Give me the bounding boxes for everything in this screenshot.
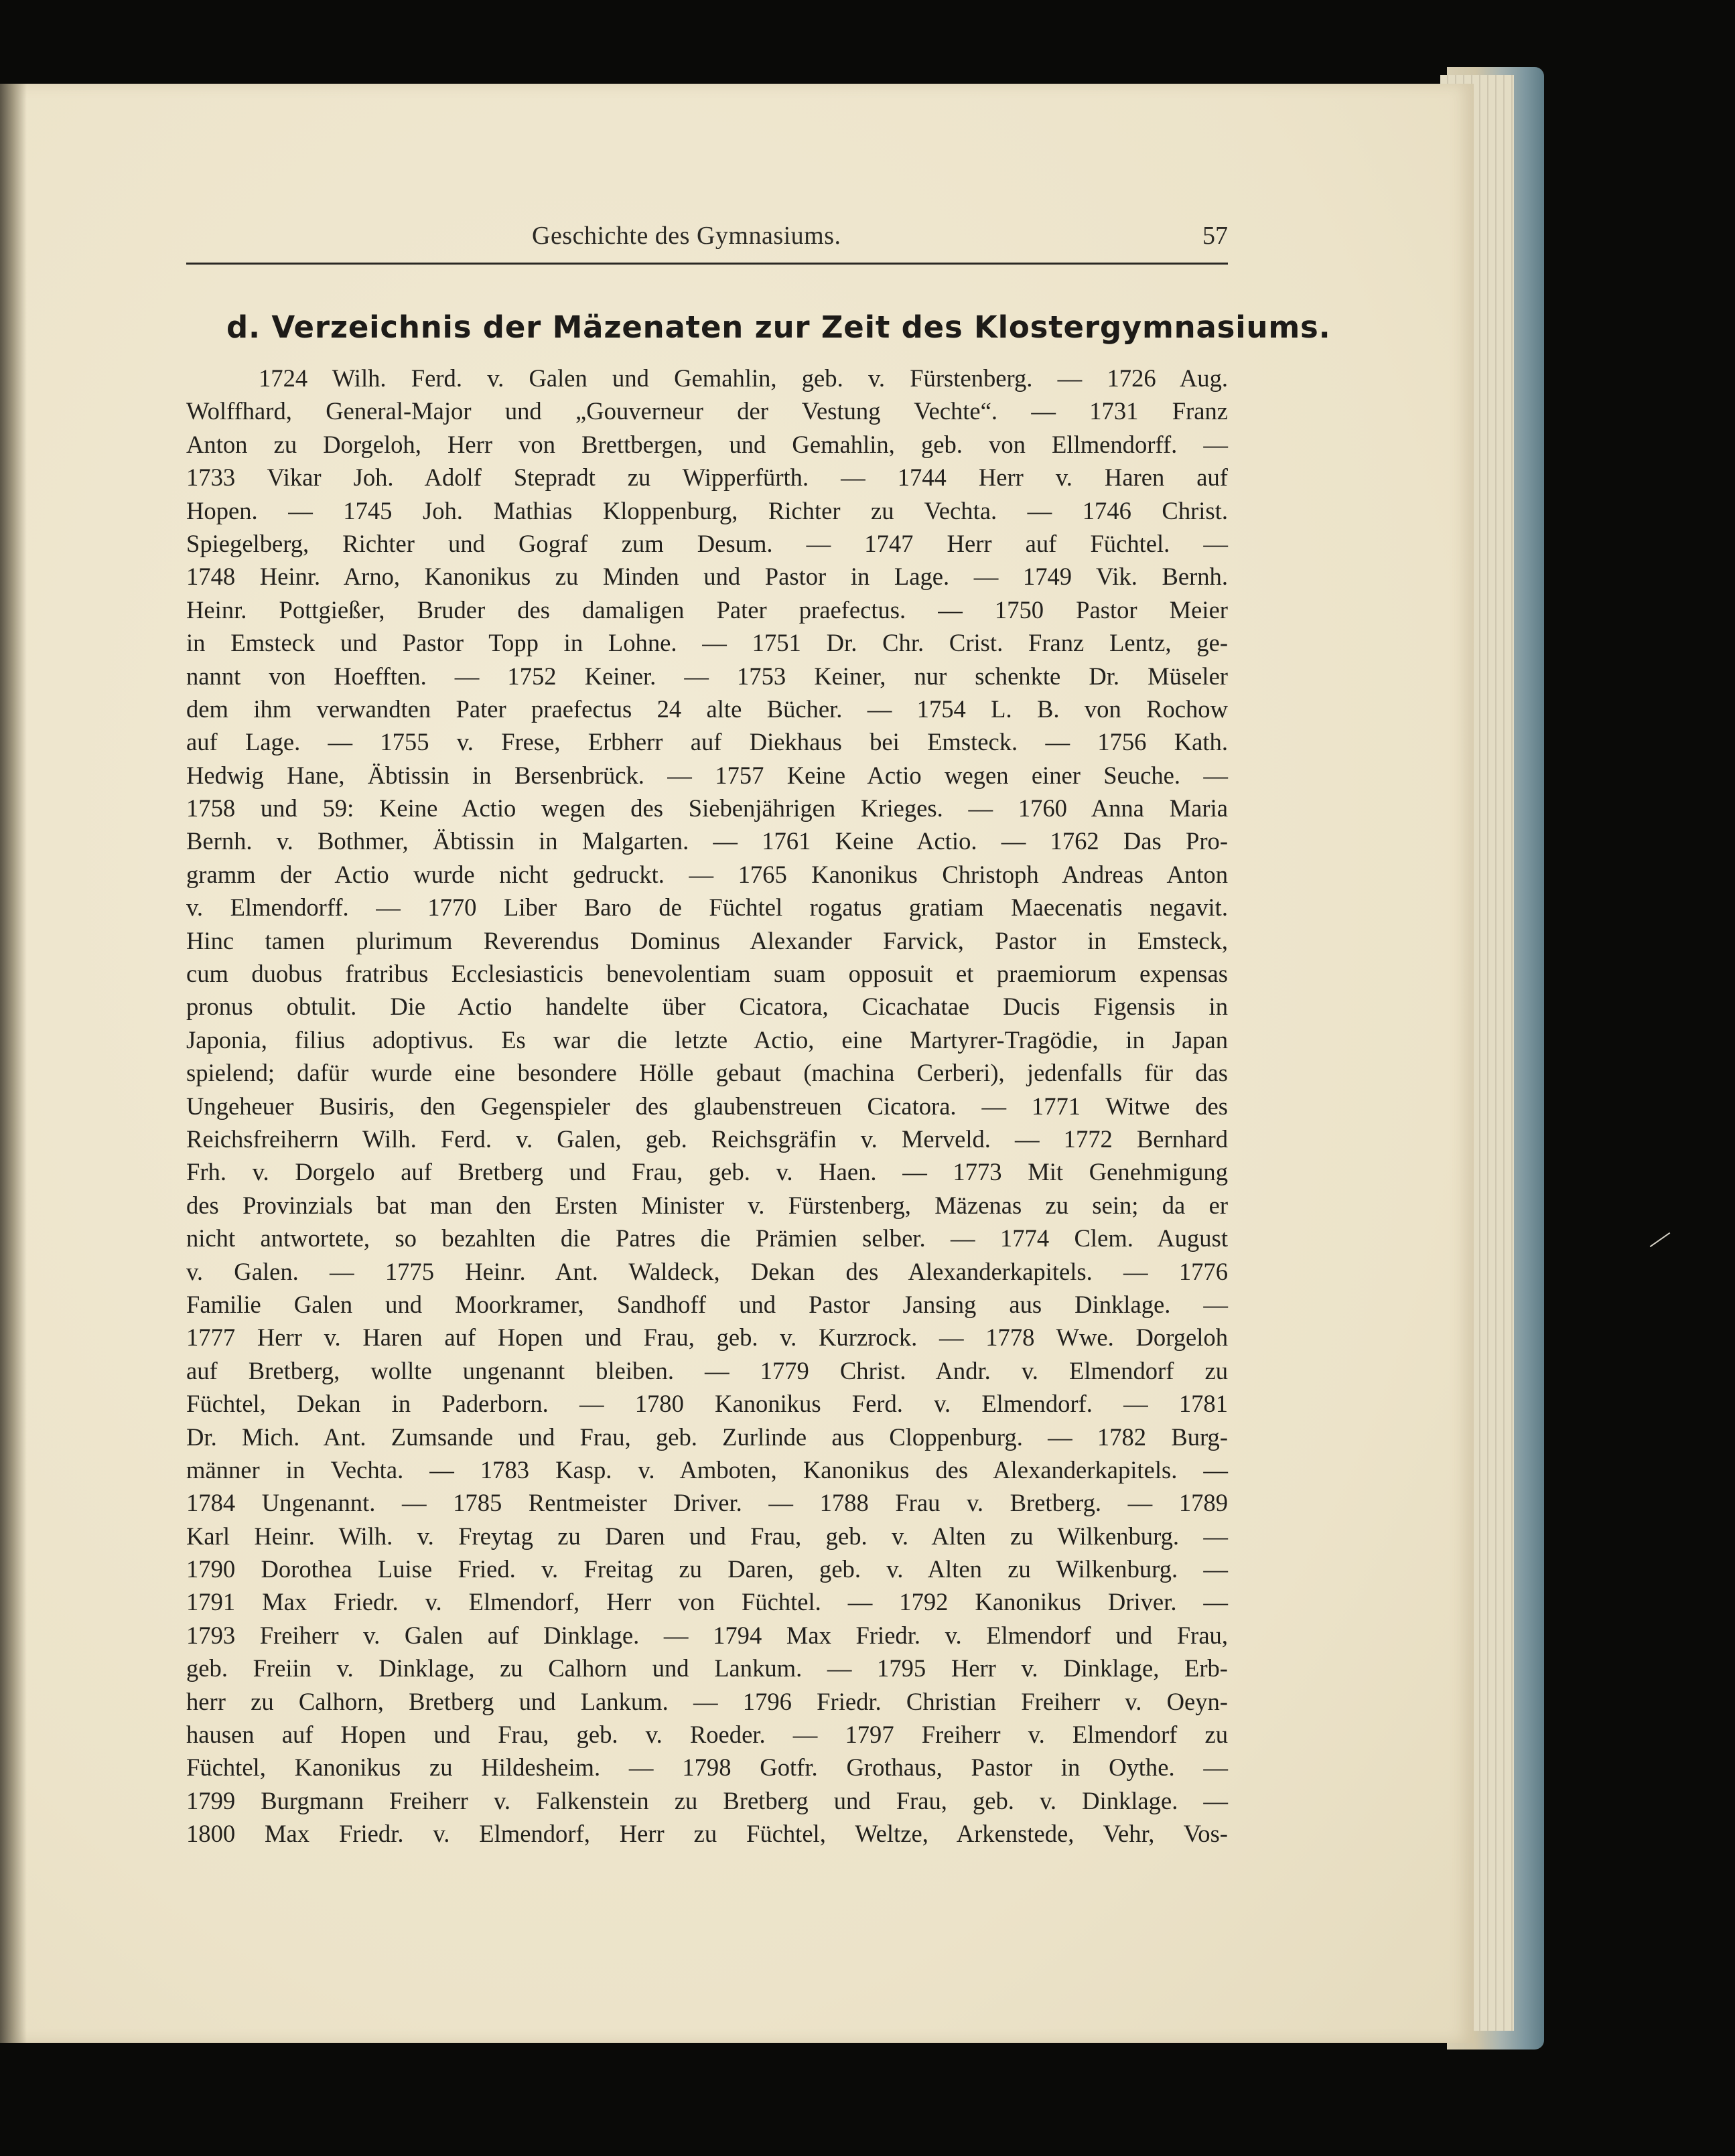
text-line: in Emsteck und Pastor Topp in Lohne. — 1751 Dr. Chr. Crist. Franz Lentz, ge- [186,629,1228,657]
text-line: Anton zu Dorgeloh, Herr von Brettbergen, und Gemahlin, geb. von Ellmendorff. — [186,430,1228,458]
text-line: spielend; dafür wurde eine besondere Hölle gebaut (machina Cerberi), jedenfalls für das [186,1059,1228,1087]
text-line: des Provinzials bat man den Ersten Minister v. Fürstenberg, Mäzenas zu sein; da er [186,1191,1228,1219]
text-line: 1748 Heinr. Arno, Kanonikus zu Minden und Pastor in Lage. — 1749 Vik. Bernh. [186,563,1228,591]
text-line: 1758 und 59: Keine Actio wegen des Siebenjährigen Krieges. — 1760 Anna Maria [186,794,1228,822]
text-line: Hopen. — 1745 Joh. Mathias Kloppenburg, Richter zu Vechta. — 1746 Christ. [186,496,1228,524]
running-title: Geschichte des Gymnasiums. [532,222,841,250]
text-line: Füchtel, Kanonikus zu Hildesheim. — 1798 Gotfr. Grothaus, Pastor in Oythe. — [186,1753,1228,1782]
text-line: geb. Freiin v. Dinklage, zu Calhorn und Lankum. — 1795 Herr v. Dinklage, Erb- [186,1654,1228,1682]
text-line: 1800 Max Friedr. v. Elmendorf, Herr zu Füchtel, Weltze, Arkenstede, Vehr, Vos- [186,1820,1228,1848]
text-line: Bernh. v. Bothmer, Äbtissin in Malgarten. — 1761 Keine Actio. — 1762 Das Pro- [186,827,1228,855]
text-line: männer in Vechta. — 1783 Kasp. v. Amboten, Kanonikus des Alexanderkapitels. — [186,1455,1228,1484]
text-line: 1790 Dorothea Luise Fried. v. Freitag zu Daren, geb. v. Alten zu Wilkenburg. — [186,1555,1228,1583]
text-line: Frh. v. Dorgelo auf Bretberg und Frau, geb. v. Haen. — 1773 Mit Genehmigung [186,1158,1228,1186]
text-line: Dr. Mich. Ant. Zumsande und Frau, geb. Zurlinde aus Cloppenburg. — 1782 Burg- [186,1423,1228,1451]
text-line: 1799 Burgmann Freiherr v. Falkenstein zu Bretberg und Frau, geb. v. Dinklage. — [186,1786,1228,1814]
text-line: Familie Galen und Moorkramer, Sandhoff und Pastor Jansing aus Dinklage. — [186,1290,1228,1318]
text-line: herr zu Calhorn, Bretberg und Lankum. — 1796 Friedr. Christian Freiherr v. Oeyn- [186,1687,1228,1715]
text-line: pronus obtulit. Die Actio handelte über Cicatora, Cicachatae Ducis Figensis in [186,993,1228,1021]
text-line: auf Lage. — 1755 v. Frese, Erbherr auf Diekhaus bei Emsteck. — 1756 Kath. [186,728,1228,756]
text-line: Füchtel, Dekan in Paderborn. — 1780 Kanonikus Ferd. v. Elmendorf. — 1781 [186,1390,1228,1418]
running-head [186,216,1228,255]
text-line: 1733 Vikar Joh. Adolf Stepradt zu Wipperfürth. — 1744 Herr v. Haren auf [186,463,1228,492]
text-line: gramm der Actio wurde nicht gedruckt. — 1765 Kanonikus Christoph Andreas Anton [186,860,1228,888]
text-line: nicht antwortete, so bezahlten die Patres die Prämien selber. — 1774 Clem. August [186,1224,1228,1252]
text-line: 1724 Wilh. Ferd. v. Galen und Gemahlin, geb. v. Fürstenberg. — 1726 Aug. [259,364,1228,392]
text-line: Japonia, filius adoptivus. Es war die letzte Actio, eine Martyrer-Tragödie, in Japan [186,1025,1228,1054]
text-line: 1777 Herr v. Haren auf Hopen und Frau, geb. v. Kurzrock. — 1778 Wwe. Dorgeloh [186,1323,1228,1352]
text-line: v. Galen. — 1775 Heinr. Ant. Waldeck, Dekan des Alexanderkapitels. — 1776 [186,1257,1228,1285]
text-line: Reichsfreiherrn Wilh. Ferd. v. Galen, geb. Reichsgräfin v. Merveld. — 1772 Bernhard [186,1125,1228,1153]
text-line: Ungeheuer Busiris, den Gegenspieler des glaubenstreuen Cicatora. — 1771 Witwe des [186,1092,1228,1120]
page-number: 57 [1202,222,1228,250]
text-line: 1784 Ungenannt. — 1785 Rentmeister Driver. — 1788 Frau v. Bretberg. — 1789 [186,1489,1228,1517]
text-line: hausen auf Hopen und Frau, geb. v. Roeder. — 1797 Freiherr v. Elmendorf zu [186,1721,1228,1749]
text-line: 1791 Max Friedr. v. Elmendorf, Herr von Füchtel. — 1792 Kanonikus Driver. — [186,1588,1228,1616]
text-line: Hinc tamen plurimum Reverendus Dominus Alexander Farvick, Pastor in Emsteck, [186,926,1228,954]
book-gutter [0,84,27,2043]
text-line: Wolffhard, General-Major und „Gouverneur der Vestung Vechte“. — 1731 Franz [186,397,1228,425]
text-line: nannt von Hoefften. — 1752 Keiner. — 1753 Keiner, nur schenkte Dr. Müseler [186,662,1228,690]
text-line: dem ihm verwandten Pater praefectus 24 alte Bücher. — 1754 L. B. von Rochow [186,695,1228,723]
text-line: Heinr. Pottgießer, Bruder des damaligen Pater praefectus. — 1750 Pastor Meier [186,595,1228,624]
text-line: Hedwig Hane, Äbtissin in Bersenbrück. — 1757 Keine Actio wegen einer Seuche. — [186,761,1228,789]
text-line: auf Bretberg, wollte ungenannt bleiben. — 1779 Christ. Andr. v. Elmendorf zu [186,1356,1228,1384]
text-line: cum duobus fratribus Ecclesiasticis benevolentiam suam opposuit et praemiorum expensas [186,960,1228,988]
text-line: 1793 Freiherr v. Galen auf Dinklage. — 1794 Max Friedr. v. Elmendorf und Frau, [186,1621,1228,1649]
text-line: Karl Heinr. Wilh. v. Freytag zu Daren und Frau, geb. v. Alten zu Wilkenburg. — [186,1522,1228,1550]
body-text [186,362,1228,1851]
scan-mark [1650,1232,1671,1247]
section-heading: d. Verzeichnis der Mäzenaten zur Zeit des Klostergymnasiums. [226,309,1331,345]
text-line: v. Elmendorff. — 1770 Liber Baro de Füchtel rogatus gratiam Maecenatis negavit. [186,893,1228,922]
text-line: Spiegelberg, Richter und Gograf zum Desum. — 1747 Herr auf Füchtel. — [186,529,1228,557]
header-rule [186,263,1228,265]
